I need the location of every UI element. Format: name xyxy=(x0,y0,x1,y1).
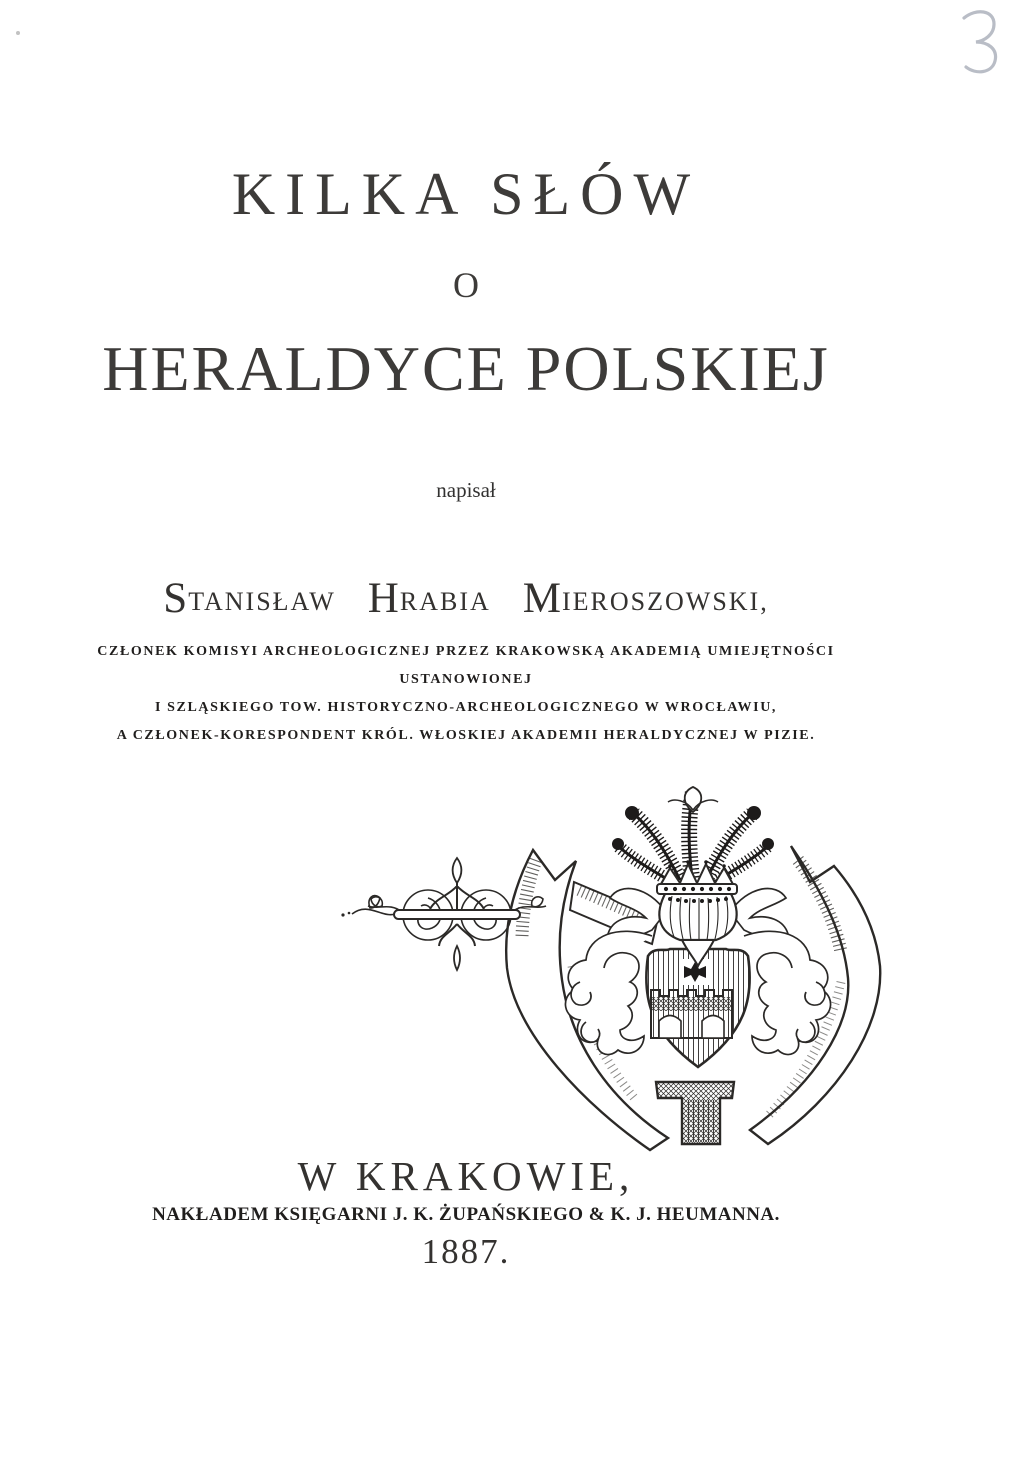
byline: napisał xyxy=(436,478,496,502)
page-subtitle: HERALDYCE POLSKIEJ xyxy=(102,333,830,404)
author-word: STANISŁAW xyxy=(163,575,336,622)
pedestal xyxy=(656,1082,734,1144)
imprint-publisher: NAKŁADEM KSIĘGARNI J. K. ŻUPAŃSKIEGO & K. J. HEUMANNA. xyxy=(152,1204,780,1225)
ostrich-plumes xyxy=(612,787,774,884)
credential-line: A CZŁONEK-KORESPONDENT KRÓL. WŁOSKIEJ AKADEMII HERALDYCZNEJ W PIZIE. xyxy=(116,728,816,743)
handwritten-page-number xyxy=(948,4,1018,80)
castle-wall xyxy=(651,990,732,1038)
author-name xyxy=(6,574,926,623)
author-word: MIEROSZOWSKI, xyxy=(522,575,769,622)
credential-line: CZŁONEK KOMISYI ARCHEOLOGICZNEJ PRZEZ KRAKOWSKĄ AKADEMIĄ UMIEJĘTNOŚCI xyxy=(97,644,835,659)
author-word: HRABIA xyxy=(367,575,491,622)
gate-arch xyxy=(659,1016,681,1039)
coat-of-arms-illustration xyxy=(336,786,888,1170)
page-title: KILKA SŁÓW xyxy=(231,161,701,227)
page-title-connector: O xyxy=(453,265,479,305)
imprint-year: 1887. xyxy=(421,1232,511,1271)
credential-line: USTANOWIONEJ xyxy=(399,672,533,687)
gate-arch xyxy=(702,1016,724,1039)
imprint-place: W KRAKOWIE, xyxy=(297,1153,635,1199)
scan-speck xyxy=(16,31,20,35)
credential-line: I SZLĄSKIEGO TOW. HISTORYCZNO-ARCHEOLOGICZNEGO W WROCŁAWIU, xyxy=(154,700,778,715)
